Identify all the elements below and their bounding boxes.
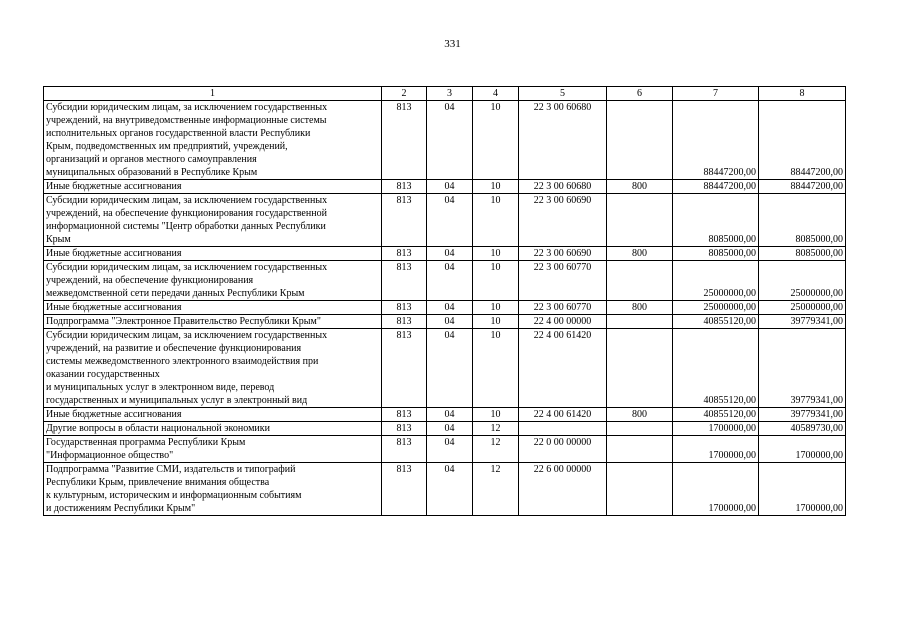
row-expense-type: 800: [607, 247, 673, 261]
row-expense-type: [607, 194, 673, 247]
row-section: 04: [427, 261, 473, 301]
row-subsection: 10: [473, 408, 519, 422]
row-target-article: 22 4 00 61420: [519, 408, 607, 422]
row-amount-2018: 8085000,00: [759, 247, 846, 261]
row-section: 04: [427, 436, 473, 463]
table-row: [44, 247, 846, 261]
row-description: Иные бюджетные ассигнования: [44, 301, 382, 315]
row-amount-2018: 88447200,00: [759, 180, 846, 194]
row-expense-type: [607, 329, 673, 408]
row-description: Субсидии юридическим лицам, за исключением государственных учреждений, на развитие и обеспечение функционирования системы межведомственного электронного взаимодействия при оказании государственных и муниципальных услуг в электронном виде, перевод государственных и муниципальных услуг в электронный вид: [44, 329, 382, 408]
row-amount-2017: 8085000,00: [673, 194, 759, 247]
row-section: 04: [427, 463, 473, 516]
row-target-article: 22 4 00 00000: [519, 315, 607, 329]
row-description: Субсидии юридическим лицам, за исключением государственных учреждений, на обеспечение функционирования межведомственной сети передачи данных Республики Крым: [44, 261, 382, 301]
row-ministry-code: 813: [382, 261, 427, 301]
row-subsection: 10: [473, 101, 519, 180]
table-body: [44, 87, 846, 516]
row-subsection: 10: [473, 261, 519, 301]
budget-table: [43, 86, 846, 516]
table-row: [44, 422, 846, 436]
row-amount-2018: 8085000,00: [759, 194, 846, 247]
row-description: Подпрограмма "Развитие СМИ, издательств и типографий Республики Крым, привлечение внимания общества к культурным, историческим и информационным событиям и достижениям Республики Крым": [44, 463, 382, 516]
row-target-article: [519, 422, 607, 436]
row-amount-2017: 1700000,00: [673, 463, 759, 516]
row-description: Иные бюджетные ассигнования: [44, 408, 382, 422]
row-amount-2017: 88447200,00: [673, 180, 759, 194]
page-number: 331: [444, 38, 461, 50]
table-row: [44, 408, 846, 422]
row-ministry-code: 813: [382, 422, 427, 436]
row-description: Другие вопросы в области национальной экономики: [44, 422, 382, 436]
row-expense-type: 800: [607, 301, 673, 315]
row-subsection: 12: [473, 436, 519, 463]
row-subsection: 12: [473, 422, 519, 436]
table-row: [44, 301, 846, 315]
row-expense-type: [607, 436, 673, 463]
row-description: Подпрограмма "Электронное Правительство Республики Крым": [44, 315, 382, 329]
row-ministry-code: 813: [382, 194, 427, 247]
header-cell: 2: [382, 87, 427, 101]
header-cell: 8: [759, 87, 846, 101]
row-amount-2017: 8085000,00: [673, 247, 759, 261]
row-ministry-code: 813: [382, 436, 427, 463]
row-amount-2017: 25000000,00: [673, 261, 759, 301]
row-subsection: 10: [473, 315, 519, 329]
row-subsection: 10: [473, 194, 519, 247]
row-expense-type: [607, 315, 673, 329]
header-cell: 4: [473, 87, 519, 101]
row-section: 04: [427, 194, 473, 247]
row-expense-type: 800: [607, 180, 673, 194]
row-subsection: 10: [473, 180, 519, 194]
row-section: 04: [427, 315, 473, 329]
row-description: Иные бюджетные ассигнования: [44, 247, 382, 261]
row-subsection: 10: [473, 247, 519, 261]
table-row: [44, 329, 846, 408]
table-row: [44, 194, 846, 247]
row-amount-2018: 40589730,00: [759, 422, 846, 436]
row-target-article: 22 3 00 60690: [519, 247, 607, 261]
row-subsection: 10: [473, 329, 519, 408]
row-amount-2018: 25000000,00: [759, 301, 846, 315]
row-description: Субсидии юридическим лицам, за исключением государственных учреждений, на обеспечение функционирования государственной информационной системы "Центр обработки данных Республики Крым: [44, 194, 382, 247]
row-amount-2017: 25000000,00: [673, 301, 759, 315]
row-subsection: 10: [473, 301, 519, 315]
row-ministry-code: 813: [382, 408, 427, 422]
row-subsection: 12: [473, 463, 519, 516]
row-section: 04: [427, 247, 473, 261]
row-amount-2018: 39779341,00: [759, 408, 846, 422]
row-section: 04: [427, 301, 473, 315]
row-target-article: 22 3 00 60680: [519, 180, 607, 194]
row-section: 04: [427, 408, 473, 422]
row-target-article: 22 4 00 61420: [519, 329, 607, 408]
row-target-article: 22 3 00 60680: [519, 101, 607, 180]
table-row: [44, 180, 846, 194]
row-section: 04: [427, 180, 473, 194]
table-header-row: [44, 87, 846, 101]
row-target-article: 22 3 00 60770: [519, 301, 607, 315]
row-amount-2017: 88447200,00: [673, 101, 759, 180]
header-cell: 7: [673, 87, 759, 101]
row-amount-2018: 39779341,00: [759, 315, 846, 329]
table-row: [44, 463, 846, 516]
row-amount-2018: 25000000,00: [759, 261, 846, 301]
row-description: Государственная программа Республики Крым "Информационное общество": [44, 436, 382, 463]
row-target-article: 22 6 00 00000: [519, 463, 607, 516]
row-target-article: 22 3 00 60770: [519, 261, 607, 301]
row-amount-2017: 40855120,00: [673, 408, 759, 422]
row-ministry-code: 813: [382, 180, 427, 194]
row-ministry-code: 813: [382, 301, 427, 315]
row-amount-2018: 1700000,00: [759, 463, 846, 516]
row-amount-2017: 40855120,00: [673, 315, 759, 329]
row-amount-2017: 1700000,00: [673, 436, 759, 463]
row-amount-2018: 88447200,00: [759, 101, 846, 180]
row-section: 04: [427, 422, 473, 436]
row-expense-type: [607, 261, 673, 301]
row-expense-type: 800: [607, 408, 673, 422]
table-row: [44, 436, 846, 463]
row-target-article: 22 3 00 60690: [519, 194, 607, 247]
row-ministry-code: 813: [382, 329, 427, 408]
row-amount-2018: 1700000,00: [759, 436, 846, 463]
row-target-article: 22 0 00 00000: [519, 436, 607, 463]
table-row: [44, 315, 846, 329]
row-ministry-code: 813: [382, 463, 427, 516]
row-amount-2017: 40855120,00: [673, 329, 759, 408]
table-row: [44, 261, 846, 301]
row-amount-2017: 1700000,00: [673, 422, 759, 436]
table-row: [44, 101, 846, 180]
row-ministry-code: 813: [382, 247, 427, 261]
header-cell: 1: [44, 87, 382, 101]
row-description: Иные бюджетные ассигнования: [44, 180, 382, 194]
row-section: 04: [427, 329, 473, 408]
row-expense-type: [607, 422, 673, 436]
header-cell: 5: [519, 87, 607, 101]
header-cell: 3: [427, 87, 473, 101]
row-expense-type: [607, 463, 673, 516]
row-expense-type: [607, 101, 673, 180]
row-description: Субсидии юридическим лицам, за исключением государственных учреждений, на внутриведомственные информационные системы исполнительных органов государственной власти Республики Крым, подведомственных им предприятий, учреждений, организаций и органов местного самоуправления муниципальных образований в Республике Крым: [44, 101, 382, 180]
header-cell: 6: [607, 87, 673, 101]
row-ministry-code: 813: [382, 315, 427, 329]
row-section: 04: [427, 101, 473, 180]
row-ministry-code: 813: [382, 101, 427, 180]
row-amount-2018: 39779341,00: [759, 329, 846, 408]
